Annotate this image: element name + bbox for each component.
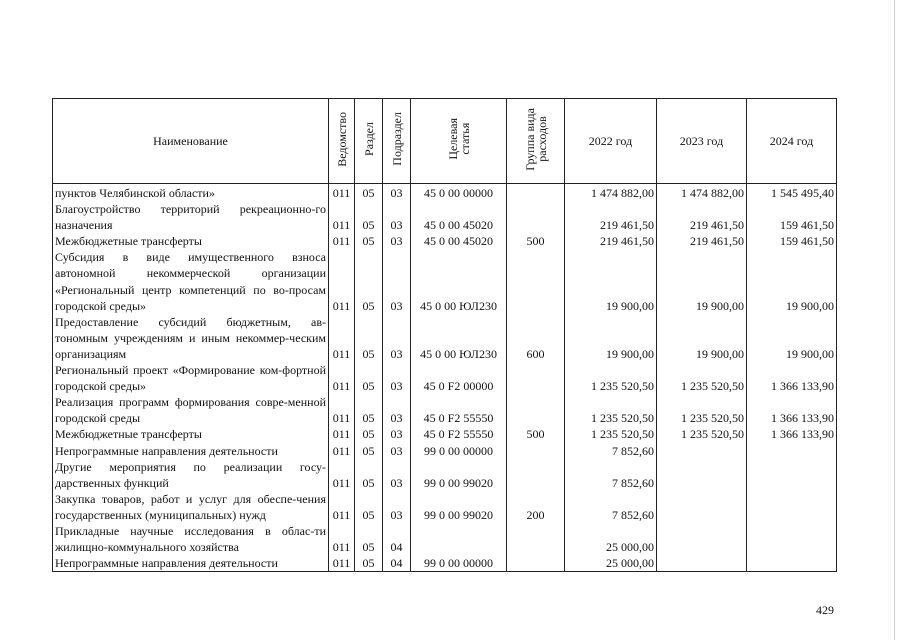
cell-grp [507,394,565,426]
header-celevaya-statya: Целевая статья [411,99,507,184]
cell-name: Другие мероприятия по реализации госу-дарственных функций [53,459,329,491]
cell-name: Закупка товаров, работ и услуг для обеспе-чения государственных (муниципальных) нужд [53,491,329,523]
cell-y2023 [657,443,747,459]
cell-y2023: 1 235 520,50 [657,426,747,442]
cell-ved: 011 [329,184,355,202]
cell-ved: 011 [329,523,355,555]
cell-cel: 45 0 00 00000 [411,184,507,202]
cell-razd: 05 [355,233,383,249]
cell-name: Благоустройство территорий рекреационно-го назначения [53,201,329,233]
cell-grp [507,555,565,572]
cell-razd: 05 [355,523,383,555]
table-row [53,426,837,442]
table-row [53,233,837,249]
cell-grp [507,459,565,491]
table-row [53,362,837,394]
cell-y2023 [657,491,747,523]
cell-ved: 011 [329,362,355,394]
cell-podr: 03 [383,201,411,233]
cell-name: Межбюджетные трансферты [53,233,329,249]
cell-y2023: 1 235 520,50 [657,394,747,426]
cell-y2022: 1 235 520,50 [565,394,657,426]
cell-y2023 [657,523,747,555]
header-2023: 2023 год [657,99,747,184]
cell-ved: 011 [329,491,355,523]
cell-name: Непрограммные направления деятельности [53,443,329,459]
cell-razd: 05 [355,249,383,313]
cell-cel: 99 0 00 99020 [411,491,507,523]
cell-y2024 [747,523,837,555]
table-row [53,394,837,426]
cell-ved: 011 [329,443,355,459]
table-row [53,184,837,202]
cell-ved: 011 [329,426,355,442]
cell-y2022: 1 474 882,00 [565,184,657,202]
cell-cel: 45 0 00 45020 [411,233,507,249]
cell-name: Субсидия в виде имущественного взноса автономной некоммерческой организации «Региональный центр компетенций по во-просам городской среды» [53,249,329,313]
cell-razd: 05 [355,201,383,233]
cell-podr: 03 [383,426,411,442]
cell-razd: 05 [355,555,383,572]
cell-ved: 011 [329,201,355,233]
cell-y2022: 19 900,00 [565,314,657,362]
table-row [53,555,837,572]
cell-y2024: 1 366 133,90 [747,426,837,442]
cell-y2024 [747,459,837,491]
cell-cel: 45 0 F2 55550 [411,394,507,426]
cell-razd: 05 [355,443,383,459]
header-2022: 2022 год [565,99,657,184]
cell-y2024 [747,491,837,523]
table-row [53,201,837,233]
cell-y2023: 219 461,50 [657,201,747,233]
cell-podr: 03 [383,491,411,523]
cell-name: Прикладные научные исследования в облас-ти жилищно-коммунального хозяйства [53,523,329,555]
cell-y2022: 19 900,00 [565,249,657,313]
header-name: Наименование [53,99,329,184]
cell-ved: 011 [329,249,355,313]
cell-cel: 99 0 00 00000 [411,555,507,572]
cell-y2022: 7 852,60 [565,459,657,491]
cell-y2024: 19 900,00 [747,249,837,313]
cell-y2024: 1 366 133,90 [747,394,837,426]
cell-y2024: 1 545 495,40 [747,184,837,202]
cell-razd: 05 [355,394,383,426]
header-gruppa-vida-rashodov: Группа вида расходов [507,99,565,184]
cell-podr: 03 [383,459,411,491]
cell-y2022: 1 235 520,50 [565,426,657,442]
page-number: 429 [816,603,834,617]
cell-ved: 011 [329,459,355,491]
cell-y2024: 1 366 133,90 [747,362,837,394]
cell-cel: 99 0 00 00000 [411,443,507,459]
table-row [53,314,837,362]
cell-grp: 500 [507,233,565,249]
header-row [53,99,837,184]
table-row [53,523,837,555]
header-vedomstvo: Ведомство [329,99,355,184]
cell-y2024: 159 461,50 [747,201,837,233]
header-podrazdel: Подраздел [383,99,411,184]
cell-y2023: 19 900,00 [657,249,747,313]
cell-name: Предоставление субсидий бюджетным, ав-тономным учреждениям и иным некоммер-ческим организациям [53,314,329,362]
cell-grp [507,443,565,459]
cell-y2024: 159 461,50 [747,233,837,249]
table-row [53,459,837,491]
cell-razd: 05 [355,314,383,362]
cell-y2024 [747,555,837,572]
cell-name: Непрограммные направления деятельности [53,555,329,572]
cell-razd: 05 [355,184,383,202]
cell-name: Межбюджетные трансферты [53,426,329,442]
cell-grp [507,184,565,202]
cell-razd: 05 [355,459,383,491]
cell-y2023 [657,555,747,572]
header-razdel: Раздел [355,99,383,184]
cell-grp [507,523,565,555]
cell-name: Региональный проект «Формирование ком-фортной городской среды» [53,362,329,394]
cell-grp [507,249,565,313]
cell-y2022: 7 852,60 [565,491,657,523]
cell-y2023: 1 235 520,50 [657,362,747,394]
cell-y2022: 7 852,60 [565,443,657,459]
cell-podr: 03 [383,184,411,202]
cell-podr: 03 [383,314,411,362]
cell-cel [411,523,507,555]
page-edge [894,0,895,640]
cell-y2023: 219 461,50 [657,233,747,249]
cell-podr: 03 [383,362,411,394]
cell-razd: 05 [355,491,383,523]
cell-cel: 99 0 00 99020 [411,459,507,491]
cell-name: Реализация программ формирования совре-менной городской среды [53,394,329,426]
cell-y2022: 25 000,00 [565,523,657,555]
cell-y2022: 219 461,50 [565,233,657,249]
cell-name: пунктов Челябинской области» [53,184,329,202]
cell-podr: 03 [383,249,411,313]
cell-podr: 04 [383,523,411,555]
cell-podr: 03 [383,233,411,249]
cell-cel: 45 0 00 ЮЛ230 [411,249,507,313]
cell-ved: 011 [329,555,355,572]
cell-grp [507,201,565,233]
cell-y2022: 25 000,00 [565,555,657,572]
cell-y2022: 1 235 520,50 [565,362,657,394]
cell-grp [507,362,565,394]
cell-razd: 05 [355,426,383,442]
cell-ved: 011 [329,394,355,426]
cell-podr: 03 [383,443,411,459]
cell-cel: 45 0 00 ЮЛ230 [411,314,507,362]
cell-grp: 200 [507,491,565,523]
cell-y2023: 19 900,00 [657,314,747,362]
cell-y2024: 19 900,00 [747,314,837,362]
table-body [53,184,837,572]
cell-podr: 04 [383,555,411,572]
cell-grp: 500 [507,426,565,442]
cell-y2023: 1 474 882,00 [657,184,747,202]
cell-cel: 45 0 F2 00000 [411,362,507,394]
cell-y2023 [657,459,747,491]
cell-cel: 45 0 00 45020 [411,201,507,233]
table-row [53,249,837,313]
cell-y2022: 219 461,50 [565,201,657,233]
cell-ved: 011 [329,314,355,362]
cell-cel: 45 0 F2 55550 [411,426,507,442]
cell-podr: 03 [383,394,411,426]
cell-grp: 600 [507,314,565,362]
cell-y2024 [747,443,837,459]
table-row [53,443,837,459]
cell-ved: 011 [329,233,355,249]
cell-razd: 05 [355,362,383,394]
budget-table [52,98,837,572]
header-2024: 2024 год [747,99,837,184]
table-row [53,491,837,523]
